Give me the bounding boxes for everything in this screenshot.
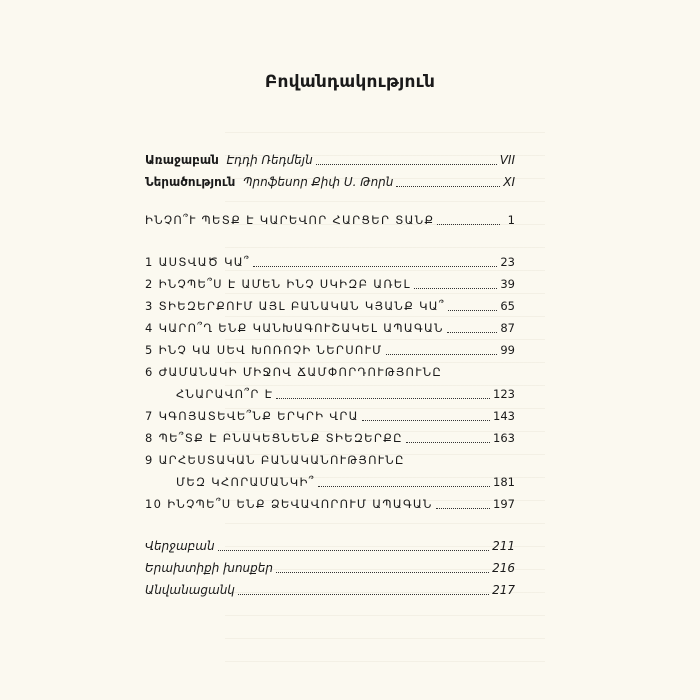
entry-label: Վերջաբան	[145, 539, 215, 553]
toc-chapter-8	[145, 426, 515, 446]
toc-chapter-3	[145, 294, 515, 314]
toc-chapter-6-line2	[176, 382, 515, 402]
entry-page: 39	[500, 277, 515, 291]
toc-entry-acknowledgements	[145, 556, 515, 576]
entry-page: 87	[500, 321, 515, 335]
dot-leader	[448, 310, 498, 311]
dot-leader	[276, 572, 489, 573]
dot-leader	[316, 164, 497, 165]
toc-chapter-1	[145, 250, 515, 270]
toc-chapter-4	[145, 316, 515, 336]
entry-label: Երախտիքի խոսքեր	[145, 561, 273, 575]
toc-chapter-2	[145, 272, 515, 292]
dot-leader	[218, 550, 490, 551]
entry-page: 181	[493, 475, 515, 489]
entry-page: 23	[500, 255, 515, 269]
entry-page: 65	[500, 299, 515, 313]
entry-label: 9 ԱՐՀԵՍՏԱԿԱՆ ԲԱՆԱԿԱՆՈՒԹՅՈՒՆԸ	[145, 453, 405, 467]
dot-leader	[414, 288, 497, 289]
dot-leader	[318, 486, 490, 487]
dot-leader	[406, 442, 490, 443]
entry-label: 6 ԺԱՄԱՆԱԿԻ ՄԻՋՈՎ ՃԱՄՓՈՐԴՈՒԹՅՈՒՆԸ	[145, 365, 443, 379]
entry-label: Անվանացանկ	[145, 583, 235, 597]
toc-entry-afterword	[145, 534, 515, 554]
entry-author: Պրոֆեսոր Քիփ Ս. Թորն	[242, 175, 394, 189]
entry-label: 3 ՏԻԵԶԵՐՔՈՒՄ ԱՅԼ ԲԱՆԱԿԱՆ ԿՅԱՆՔ ԿԱ՞	[145, 299, 445, 313]
dot-leader	[386, 354, 498, 355]
toc-title: Բովանդակություն	[264, 72, 436, 92]
toc-chapter-9-line2	[176, 470, 515, 490]
entry-label: Ներածություն	[145, 175, 236, 189]
entry-page: 197	[493, 497, 515, 511]
entry-label: 5 ԻՆՉ ԿԱ ՍԵՎ ԽՈՌՈՉԻ ՆԵՐՍՈՒՄ	[145, 343, 383, 357]
toc-entry-index	[145, 578, 515, 598]
toc-chapter-9-line1	[145, 448, 515, 468]
toc-chapter-7	[145, 404, 515, 424]
entry-page: 217	[492, 583, 515, 597]
entry-page: 99	[500, 343, 515, 357]
entry-label: 2 ԻՆՉՊԵ՞Ս Է ԱՄԵՆ ԻՆՉ ՍԿԻԶԲ ԱՌԵԼ	[145, 277, 411, 291]
entry-label: 10 ԻՆՉՊԵ՞Ս ԵՆՔ ՁԵՎԱՎՈՐՈՒՄ ԱՊԱԳԱՆ	[145, 497, 433, 511]
entry-label: 7 ԿԳՈՅԱՏԵՎԵ՞ՆՔ ԵՐԿՐԻ ՎՐԱ	[145, 409, 359, 423]
dot-leader	[362, 420, 490, 421]
entry-page: XI	[503, 175, 515, 189]
dot-leader	[437, 224, 500, 225]
entry-page: VII	[499, 153, 515, 167]
entry-page: 1	[507, 213, 515, 227]
entry-label-continued: ՀՆԱՐԱՎՈ՞Ր Է	[176, 387, 274, 401]
toc-entry-introduction	[145, 170, 515, 190]
entry-page: 216	[492, 561, 515, 575]
entry-label-continued: ՄԵԶ ԿՀՈՐԱՄԱՆԿԻ՞	[176, 475, 315, 489]
entry-label: 4 ԿԱՐՈ՞Ղ ԵՆՔ ԿԱՆԽԱԳՈՒՇԱԿԵԼ ԱՊԱԳԱՆ	[145, 321, 444, 335]
entry-label: ԻՆՉՈ՞Ւ ՊԵՏՔ Է ԿԱՐԵՎՈՐ ՀԱՐՑԵՐ ՏԱՆՔ	[145, 213, 435, 227]
entry-label: Առաջաբան	[145, 153, 219, 167]
entry-label: 8 ՊԵ՞ՏՔ Է ԲՆԱԿԵՑՆԵՆՔ ՏԻԵԶԵՐՔԸ	[145, 431, 403, 445]
entry-page: 123	[493, 387, 515, 401]
entry-page: 143	[493, 409, 515, 423]
toc-chapter-5	[145, 338, 515, 358]
toc-chapter-6-line1	[145, 360, 515, 380]
entry-page: 211	[492, 539, 515, 553]
entry-page: 163	[493, 431, 515, 445]
entry-label: 1 ԱՍՏՎԱԾ ԿԱ՞	[145, 255, 250, 269]
toc-entry-foreword	[145, 148, 515, 168]
entry-author: Էդդի Ռեդմեյն	[226, 153, 313, 167]
toc-chapter-10	[145, 492, 515, 512]
dot-leader	[253, 266, 498, 267]
dot-leader	[396, 186, 500, 187]
dot-leader	[436, 508, 490, 509]
dot-leader	[238, 594, 489, 595]
dot-leader	[276, 398, 490, 399]
toc-entry-why-ask	[145, 208, 515, 228]
dot-leader	[447, 332, 498, 333]
